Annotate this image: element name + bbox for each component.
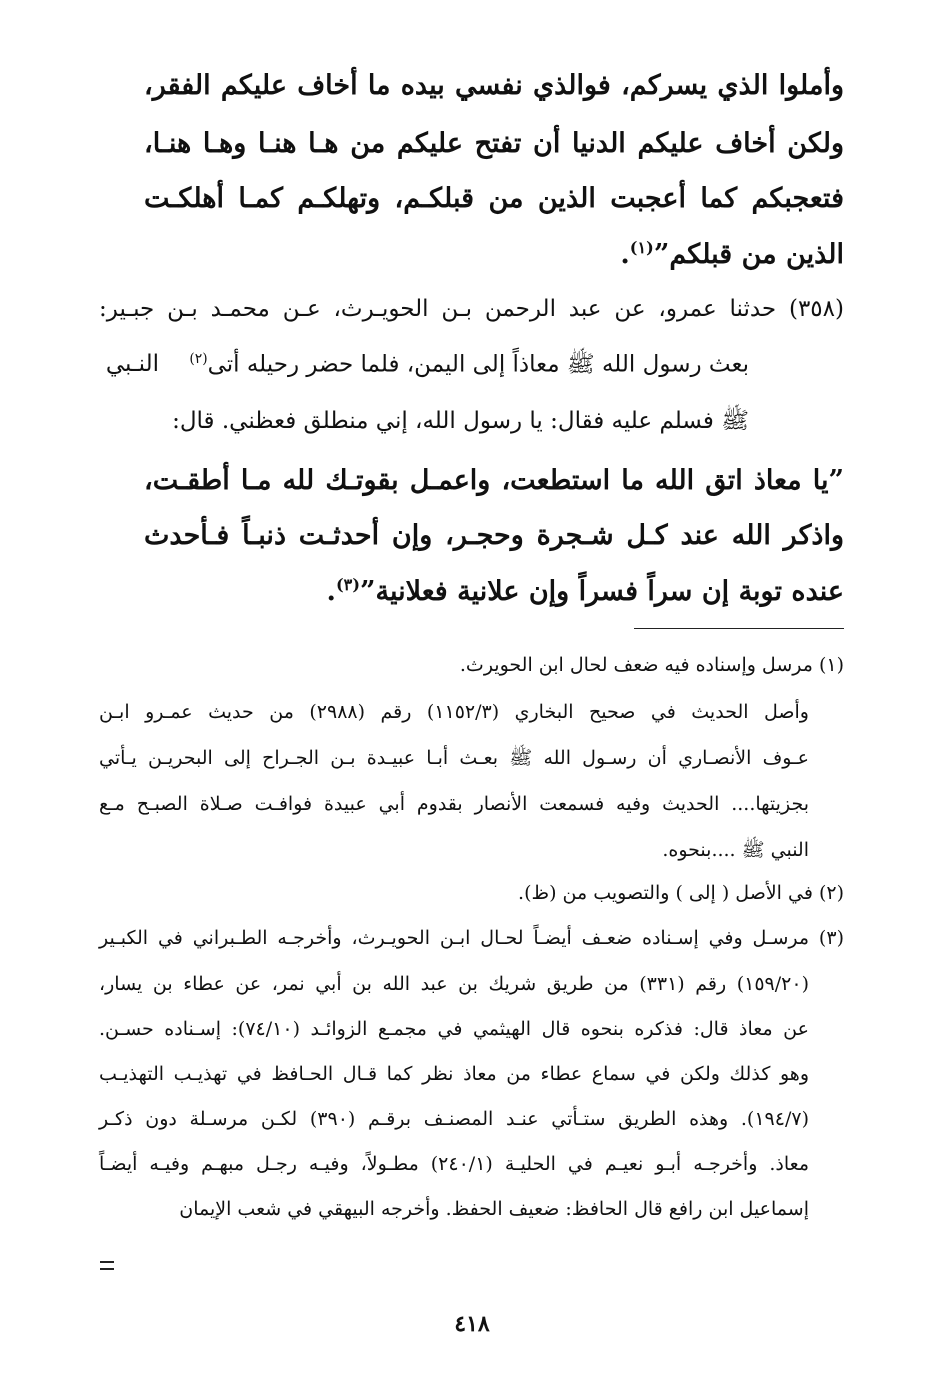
footnote-3: (٣) مرسـل وفي إسـناده ضعـف أيضـاً لحـال ابـن الحويـرث، وأخرجـه الطـبراني في الكبـير bbox=[99, 927, 844, 949]
footnote-ref-2: (٢) bbox=[189, 351, 208, 367]
end-dot: . bbox=[620, 239, 630, 270]
footnote-3-line-7: إسماعيل ابن رافع قال الحافظ: ضعيف الحفظ. وأخرجه البيهقي في شعب الإيمان bbox=[179, 1198, 809, 1220]
hadith-b-line-3 bbox=[327, 577, 844, 605]
narration-line-2-end: النـبي bbox=[105, 351, 159, 377]
hadith-line-1: وأملوا الذي يسركم، فوالذي نفسي بيده ما أخاف عليكم الفقر، bbox=[144, 70, 844, 101]
footnote-ref-1: (١) bbox=[629, 238, 654, 257]
narration-line-1: (٣٥٨) حدثنا عمرو، عن عبد الرحمن بـن الحويـرث، عـن محمـد بـن جبـير: bbox=[99, 296, 844, 322]
footnote-1-line-5: النبي ﷺ ....بنحوه. bbox=[662, 839, 809, 861]
hadith-line-4 bbox=[620, 240, 844, 268]
narration-line-2-text: بعث رسول الله ﷺ معاذاً إلى اليمن، فلما حضر رحيله أتى bbox=[207, 351, 749, 378]
footnote-1-line-3: عـوف الأنصـاري أن رسـول الله ﷺ بعـث أبـا عبيـدة بـن الجـراح إلى البحريـن يـأتي bbox=[99, 747, 809, 769]
footnote-3-line-6: معاذ. وأخرجـه أبـو نعيـم في الحليـة (٢٤٠/١) مطـولاً، وفيـه رجـل مبهـم وفيـه أيضـاً bbox=[99, 1153, 810, 1175]
hadith-b-line-2: واذكر الله عند كـل شـجرة وحجـر، وإن أحدثـت ذنبـاً فـأحدث bbox=[144, 520, 844, 551]
footnote-3-line-4: وهو كذلك ولكن في سماع عطاء من معاذ نظر كما قـال الحـافظ في تهذيـب التهذيـب bbox=[99, 1063, 809, 1085]
hadith-line-2: ولكن أخاف عليكم الدنيا أن تفتح عليكم من هـا هنـا وهـا هنـا، bbox=[144, 128, 844, 159]
page-number: ٤١٨ bbox=[454, 1311, 490, 1337]
footnote-ref-3: (٣) bbox=[335, 575, 360, 594]
continuation-mark bbox=[100, 1261, 114, 1270]
footnote-separator bbox=[634, 628, 844, 629]
footnote-3-line-5: (١٩٤/٧). وهذه الطريق ستـأتي عنـد المصنـف برقـم (٣٩٠) لكـن مرسـلة دون ذكـر bbox=[99, 1108, 809, 1130]
footnote-3-line-2: (١٥٩/٢٠) رقم (٣٣١) من طريق شريك بن عبد الله بن أبي نمر، عن عطاء بن يسار، bbox=[99, 973, 809, 995]
footnote-2: (٢) في الأصل ( إلى ) والتصويب من (ظ). bbox=[518, 882, 844, 904]
footnote-1-line-4: بجزيتها.... الحديث وفيه فسمعت الأنصار بقدوم أبي عبيدة فوافـت صـلاة الصبـح مـع bbox=[99, 793, 809, 815]
hadith-b-line-1: ”يا معاذ اتق الله ما استطعت، واعمـل بقوتـك لله مـا أطقـت، bbox=[144, 465, 844, 496]
footnote-1-line-2: وأصل الحديث في صحيح البخاري (١١٥٢/٣) رقم (٢٩٨٨) من حديث عمـرو ابـن bbox=[99, 701, 809, 723]
footnote-1: (١) مرسل وإسناده فيه ضعف لحال ابن الحويرث. bbox=[459, 654, 844, 676]
hadith-line-4-text: الذين من قبلكم” bbox=[653, 239, 844, 270]
narration-line-2 bbox=[189, 353, 749, 377]
narration-line-3: ﷺ فسلم عليه فقال: يا رسول الله، إني منطلق فعظني. قال: bbox=[172, 408, 749, 434]
footnote-3-line-3: عن معاذ قال: فذكره بنحوه قال الهيثمي في مجمـع الزوائـد (٧٤/١٠): إسـناده حسـن. bbox=[99, 1018, 809, 1040]
hadith-line-3: فتعجبكم كما أعجبت الذين من قبلكـم، وتهلكـم كمـا أهلكـت bbox=[144, 183, 844, 214]
hadith-b-line-3-text: عنده توبة إن سراً فسراً وإن علانية فعلانية” bbox=[359, 576, 844, 607]
end-dot-2: . bbox=[326, 576, 336, 607]
